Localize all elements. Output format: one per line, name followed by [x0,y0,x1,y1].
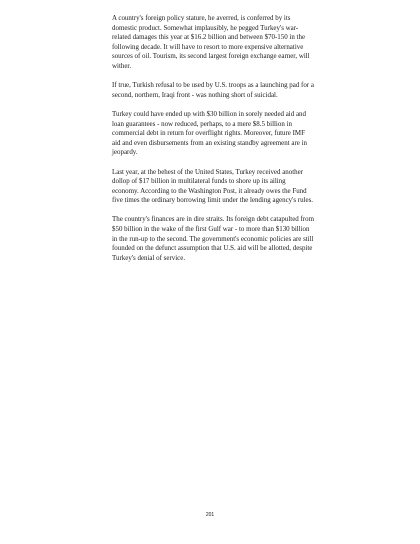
paragraph-3: Turkey could have ended up with $30 billion in sorely needed aid and loan guarantees - now reduced, perhaps, to a mere $8.5 billion in commercial debt in return for overflight rights. Moreover, future IMF aid and even disbursements from an existing standby agreement are in jeopardy. [112,109,307,157]
page-number: 201 [205,512,215,518]
paragraph-4: Last year, at the behest of the United States, Turkey received another dollop of $17 billion in multilateral funds to shore up its ailing economy. According to the Washington Post, it already owes the Fund five times the ordinary borrowing limit under the lending agency's rules. [112,167,314,205]
paragraph-1: A country's foreign policy stature, he averred, is conferred by its domestic product. Somewhat implausibly, he pegged Turkey's war-related damages this year at $16.2 billion and between $70-150 in the following decade. It will have to resort to more expensive alternative sources of oil. Tourism, its second largest foreign exchange earner, will wither. [112,14,310,70]
body-text [112,14,314,273]
paragraph-5: The country's finances are in dire straits. Its foreign debt catapulted from $50 billion in the wake of the first Gulf war - to more than $130 billion in the run-up to the second. The government's economic policies are still founded on the defunct assumption that U.S. aid will be allotted, despite Turkey's denial of service. [112,215,314,262]
paragraph-2: If true, Turkish refusal to be used by U.S. troops as a launching pad for a second, northern, Iraqi front - was nothing short of suicidal. [112,81,314,99]
